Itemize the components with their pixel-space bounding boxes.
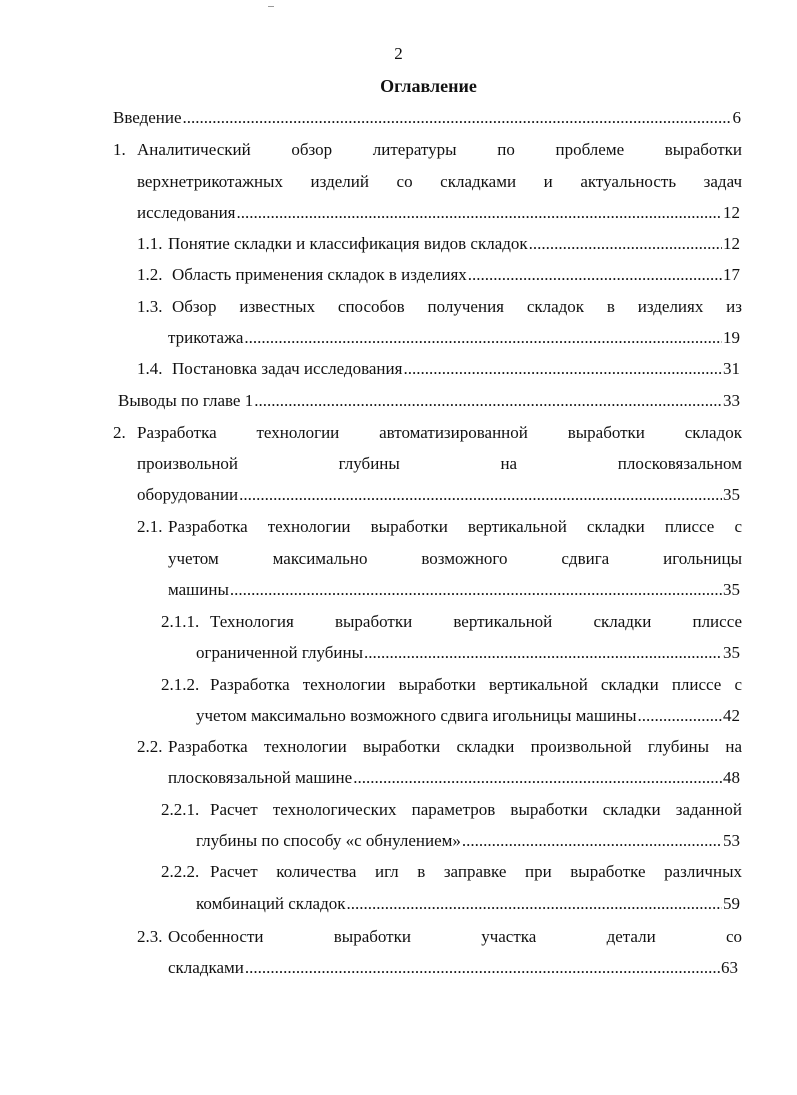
toc-entry-text: оборудовании <box>137 485 239 504</box>
toc-entry-number: 2.2.2. <box>161 862 200 881</box>
toc-entry-conclusions-1 <box>118 391 740 411</box>
toc-page: 12 <box>723 234 740 253</box>
toc-entry-text: Разработка технологии выработки вертикальной складки плиссе с <box>210 675 742 694</box>
toc-leader <box>638 706 722 726</box>
toc-page: 31 <box>723 359 740 378</box>
toc-page: 12 <box>723 203 740 222</box>
toc-entry-2-2 <box>168 768 740 788</box>
toc-entry-text: учетом максимально возможного сдвига игольницы <box>168 549 742 568</box>
page-title: Оглавление <box>380 76 477 96</box>
toc-page: 42 <box>723 706 740 725</box>
toc-entry-text: Разработка технологии выработки складки произвольной глубины на <box>168 737 742 756</box>
toc-entry-chapter-2 <box>137 485 740 505</box>
toc-entry-text: Расчет количества игл в заправке при выработке различных <box>210 862 742 881</box>
toc-entry-2-1 <box>168 580 740 600</box>
toc-entry-number: 2.1.2. <box>161 675 200 694</box>
toc-entry-text: ограниченной глубины <box>196 643 363 662</box>
toc-leader <box>403 359 722 379</box>
toc-leader <box>364 643 722 663</box>
toc-leader <box>239 485 722 505</box>
toc-leader <box>347 894 722 914</box>
toc-entry-text: Область применения складок в изделиях <box>172 265 467 284</box>
toc-entry-2-2-1 <box>196 831 740 851</box>
toc-entry-number: 1. <box>113 140 126 159</box>
toc-leader <box>462 831 722 851</box>
toc-entry-introduction <box>113 108 741 128</box>
toc-leader <box>353 768 722 788</box>
toc-entry-text: исследования <box>137 203 236 222</box>
toc-leader <box>237 203 722 223</box>
toc-page: 59 <box>723 894 740 913</box>
toc-page: 6 <box>732 108 741 127</box>
toc-entry-number: 1.2. <box>137 265 163 284</box>
toc-entry-text: комбинаций складок <box>196 894 346 913</box>
toc-entry-text: Разработка технологии выработки вертикальной складки плиссе с <box>168 517 742 536</box>
toc-entry-text: Расчет технологических параметров выработки складки заданной <box>210 800 742 819</box>
toc-page: 35 <box>723 485 740 504</box>
toc-entry-text: складками <box>168 958 244 977</box>
toc-page: 17 <box>723 265 740 284</box>
toc-entry-text: Понятие складки и классификация видов складок <box>168 234 528 253</box>
toc-leader <box>254 391 722 411</box>
toc-leader <box>245 958 720 978</box>
toc-leader <box>183 108 732 128</box>
toc-entry-number: 2.1. <box>137 517 163 536</box>
toc-entry-text: произвольной глубины на плосковязальном <box>137 454 742 473</box>
toc-entry-2-1-1 <box>196 643 740 663</box>
toc-page: 35 <box>723 580 740 599</box>
toc-entry-2-2-2 <box>196 894 740 914</box>
toc-entry-text: Выводы по главе 1 <box>118 391 254 410</box>
toc-entry-text: Особенности выработки участка детали со <box>168 927 742 946</box>
toc-entry-text: Аналитический обзор литературы по проблеме выработки <box>137 140 742 159</box>
toc-entry-text: Технология выработки вертикальной складки плиссе <box>210 612 742 631</box>
toc-entry-number: 2.1.1. <box>161 612 200 631</box>
toc-leader <box>529 234 722 254</box>
toc-entry-chapter-1 <box>137 203 740 223</box>
toc-entry-number: 2.2.1. <box>161 800 200 819</box>
toc-entry-number: 1.4. <box>137 359 163 378</box>
toc-leader <box>230 580 722 600</box>
toc-entry-text: плосковязальной машине <box>168 768 353 787</box>
toc-entry-number: 1.1. <box>137 234 163 253</box>
toc-leader <box>244 328 722 348</box>
toc-entry-text: верхнетрикотажных изделий со складками и актуальность задач <box>137 172 742 191</box>
toc-leader <box>468 265 722 285</box>
page-number: 2 <box>394 44 403 63</box>
toc-entry-1-4 <box>172 359 740 379</box>
toc-entry-number: 2.2. <box>137 737 163 756</box>
toc-entry-text: Разработка технологии автоматизированной выработки складок <box>137 423 742 442</box>
toc-entry-text: Постановка задач исследования <box>172 359 403 378</box>
toc-page: 35 <box>723 643 740 662</box>
toc-entry-text: глубины по способу «с обнулением» <box>196 831 461 850</box>
toc-entry-1-3 <box>168 328 740 348</box>
scan-mark <box>268 6 274 7</box>
toc-entry-number: 1.3. <box>137 297 163 316</box>
toc-entry-number: 2.3. <box>137 927 163 946</box>
toc-page: 63 <box>721 958 738 977</box>
toc-entry-text: трикотажа <box>168 328 244 347</box>
toc-entry-text: учетом максимально возможного сдвига игольницы машины <box>196 706 637 725</box>
toc-entry-1-2 <box>172 265 740 285</box>
toc-entry-2-3 <box>168 958 738 978</box>
toc-entry-number: 2. <box>113 423 126 442</box>
toc-entry-2-1-2 <box>196 706 740 726</box>
toc-page: 53 <box>723 831 740 850</box>
toc-entry-text: Обзор известных способов получения складок в изделиях из <box>172 297 742 316</box>
toc-entry-1-1 <box>168 234 740 254</box>
toc-page: 33 <box>723 391 740 410</box>
toc-page: 48 <box>723 768 740 787</box>
toc-entry-text: Введение <box>113 108 182 127</box>
toc-entry-text: машины <box>168 580 229 599</box>
toc-page: 19 <box>723 328 740 347</box>
